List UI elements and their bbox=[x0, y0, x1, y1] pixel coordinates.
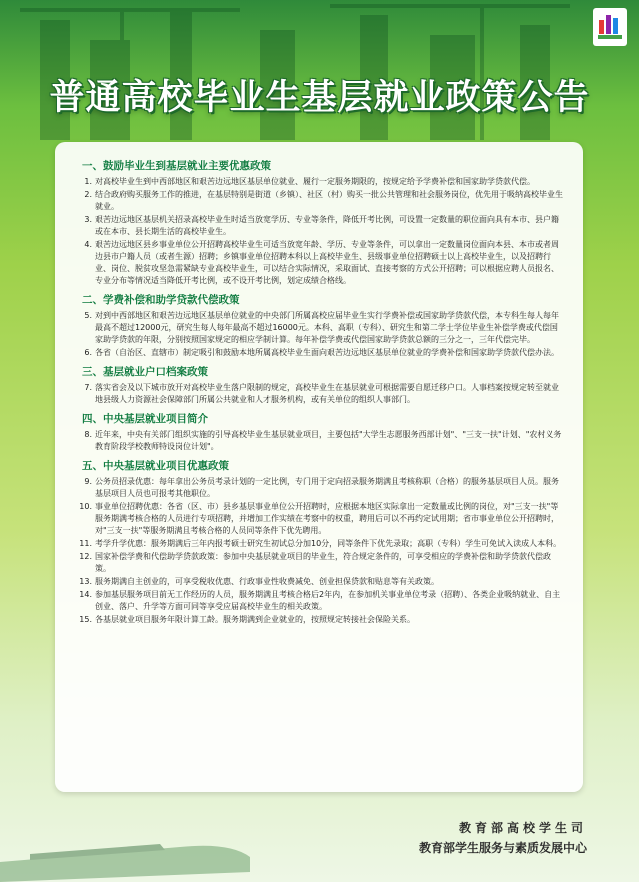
issuer-line-1: 教育部高校学生司 bbox=[458, 821, 587, 835]
section-title: 二、学费补偿和助学贷款代偿政策 bbox=[82, 294, 240, 306]
list-item: 3. 艰苦边远地区基层机关招录高校毕业生时适当放宽学历、专业等条件，降低开考比例，可设置一定数量的职位面向具有本市、县户籍或在本市、县长期生活的高校毕业生。 bbox=[84, 215, 559, 236]
list-item: 8. 近年来，中央有关部门组织实施的引导高校毕业生基层就业项目，主要包括"大学生志愿服务西部计划"、"三支一扶"计划、"农村义务教育阶段学校教师特设岗位计划"。 bbox=[84, 430, 562, 451]
policy-content bbox=[78, 159, 564, 627]
list-item: 1. 对高校毕业生到中西部地区和艰苦边远地区基层单位就业、履行一定服务期限的，按规定给予学费补偿和国家助学贷款代偿。 bbox=[84, 177, 535, 186]
list-item: 15. 各基层就业项目服务年限计算工龄。服务期满到企业就业的，按照规定转接社会保险关系。 bbox=[79, 615, 415, 624]
list-item: 9. 公务员招录优惠：每年拿出公务员考录计划的一定比例，专门用于定向招录服务期满且考核称职（合格）的服务基层项目人员。服务基层项目人员也可报考其他职位。 bbox=[84, 477, 559, 498]
train-graphic bbox=[0, 792, 260, 882]
list-item: 4. 艰苦边远地区县乡事业单位公开招聘高校毕业生可适当放宽年龄、学历、专业等条件，可以拿出一定数量岗位面向本县、本市或者周边县市户籍人员（或者生源）招聘；乡镇事业单位招聘本科以上高校毕业生、县级事业单位招聘硕士以上高校毕业生，以及招聘行业、岗位、脱贫攻坚急需紧缺专业高校毕业生，可以结合实际情况，采取面试、直接考察的方式公开招聘；可以根据应聘人员报名、专业分布等情况适当降低开考比例，或不设开考比例，划定成绩合格线。 bbox=[84, 240, 559, 285]
section-title: 一、鼓励毕业生到基层就业主要优惠政策 bbox=[82, 160, 271, 172]
list-item: 7. 落实省会及以下城市放开对高校毕业生落户限制的规定，高校毕业生在基层就业可根据需要自愿迁移户口。人事档案按规定转至就业地县级人力资源社会保障部门所属公共就业和人才服务机构，或有关单位的组织人事部门。 bbox=[84, 383, 559, 404]
section-title: 四、中央基层就业项目简介 bbox=[82, 413, 208, 425]
list-item: 2. 结合政府购买服务工作的推进，在基层特别是街道（乡镇）、社区（村）购买一批公共管理和社会服务岗位，优先用于吸纳高校毕业生就业。 bbox=[84, 190, 563, 211]
section-title: 三、基层就业户口档案政策 bbox=[82, 366, 208, 378]
issuer-footer bbox=[419, 820, 587, 856]
list-item: 6. 各省（自治区、直辖市）制定吸引和鼓励本地所属高校毕业生面向艰苦边远地区基层单位就业的学费补偿和国家助学贷款代偿办法。 bbox=[84, 348, 559, 357]
list-item: 10. 事业单位招聘优惠：各省（区、市）县乡基层事业单位公开招聘时，应根据本地区实际拿出一定数量或比例的岗位，对"三支一扶"等服务期满考核合格的人员进行专项招聘，并增加工作实绩在考察中的权重，聘用后可以不再约定试用期；省市事业单位公开招聘时，对"三支一扶"等服务期满且考核合格的人员同等条件下优先聘用。 bbox=[79, 502, 559, 535]
list-item: 5. 对到中西部地区和艰苦边远地区基层单位就业的中央部门所属高校应届毕业生实行学费补偿或国家助学贷款代偿，本专科生每人每年最高不超过12000元，研究生每人每年最高不超过16000元。本科、高职（专科）、研究生和第二学士学位毕业生补偿学费或代偿国家助学贷款的年限，分别按照国家规定的相应学制计算。每年补偿学费或代偿国家助学贷款总额的三分之一，三年代偿完毕。 bbox=[84, 311, 559, 344]
logo-icon bbox=[593, 8, 627, 46]
list-item: 11. 考学升学优惠：服务期满后三年内报考硕士研究生初试总分加10分，同等条件下优先录取；高职（专科）学生可免试入读成人本科。 bbox=[79, 539, 562, 548]
list-item: 12. 国家补偿学费和代偿助学贷款政策：参加中央基层就业项目的毕业生，符合规定条件的，可享受相应的学费补偿和助学贷款代偿政策。 bbox=[79, 552, 551, 573]
section-title: 五、中央基层就业项目优惠政策 bbox=[82, 460, 229, 472]
list-item: 13. 服务期满自主创业的，可享受税收优惠、行政事业性收费减免、创业担保贷款和贴息等有关政策。 bbox=[79, 577, 439, 586]
page-title: 普通高校毕业生基层就业政策公告 bbox=[49, 78, 590, 118]
list-item: 14. 参加基层服务项目前无工作经历的人员，服务期满且考核合格后2年内，在参加机关事业单位考录（招聘）、各类企业吸纳就业、自主创业、落户、升学等方面可同等享受应届高校毕业生的相关政策。 bbox=[79, 590, 561, 611]
issuer-line-2: 教育部学生服务与素质发展中心 bbox=[418, 841, 587, 855]
